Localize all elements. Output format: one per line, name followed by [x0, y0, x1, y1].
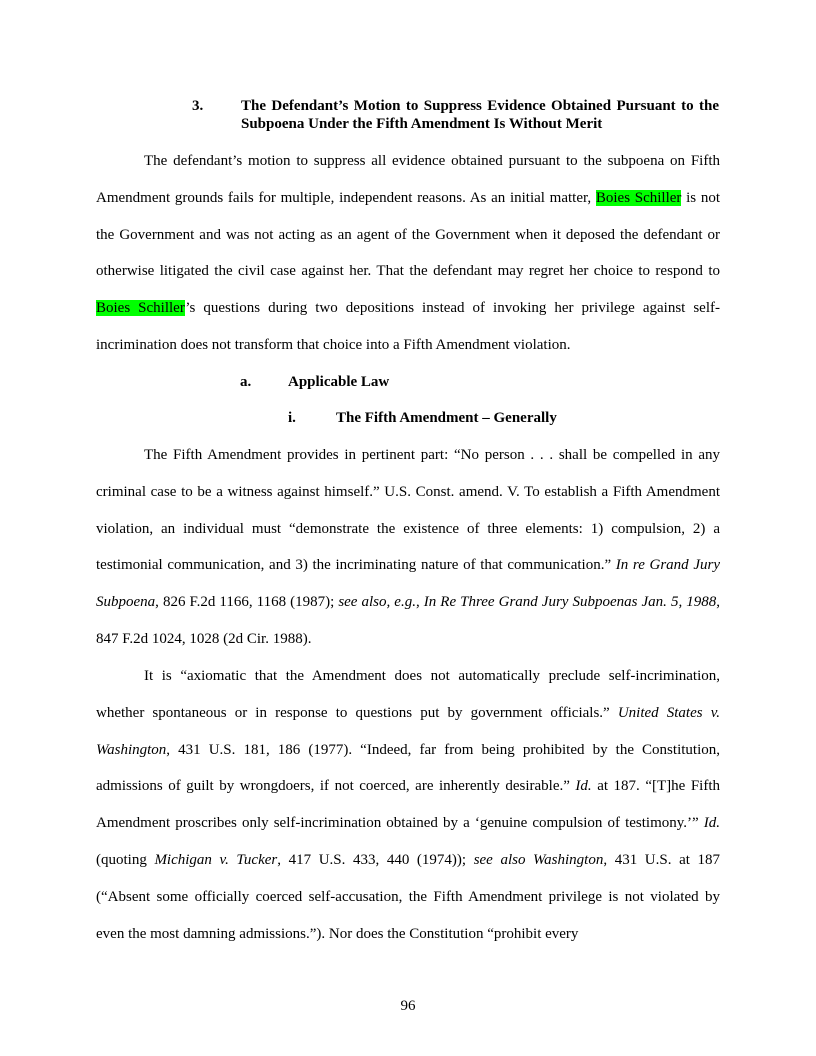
- paragraph-motion-summary: The defendant’s motion to suppress all evidence obtained pursuant to the subpoena on Fifth Amendment grounds fails for multiple, independent reasons. As an initial matter, Boies Schiller is not the Government and was not acting as an agent of the Government when it deposed the defendant or otherwise litigated the civil case against her. That the defendant may regret her choice to respond to Boies Schiller’s questions during two depositions instead of invoking her privilege against self-incrimination does not transform that choice into a Fifth Amendment violation.: [96, 153, 720, 353]
- paragraph-fifth-amendment-text: The Fifth Amendment provides in pertinent part: “No person . . . shall be compelled in any criminal case to be a witness against himself.” U.S. Const. amend. V. To establish a Fifth Amendment violation, an individual must “demonstrate the existence of three elements: 1) compulsion, 2) a testimonial communication, and 3) the incriminating nature of that communication.” In re Grand Jury Subpoena, 826 F.2d 1166, 1168 (1987); see also, e.g., In Re Three Grand Jury Subpoenas Jan. 5, 1988, 847 F.2d 1024, 1028 (2d Cir. 1988).: [96, 447, 721, 647]
- citation: United States v. Washington: [96, 704, 721, 758]
- section-title: The Defendant’s Motion to Suppress Evidence Obtained Pursuant to the Subpoena Under the Fifth Amendment Is Without Merit: [241, 98, 719, 132]
- section-heading: [192, 97, 719, 133]
- highlight-boies-schiller: Boies Schiller: [595, 189, 682, 206]
- subheading-label: i.: [288, 410, 296, 426]
- citation: In Re Three Grand Jury Subpoenas Jan. 5, 1988: [423, 594, 717, 611]
- citation: Id.: [575, 778, 592, 795]
- citation: In re Grand Jury Subpoena: [96, 557, 720, 611]
- citation: Id.: [703, 815, 720, 832]
- section-number: 3.: [192, 98, 204, 114]
- highlight-boies-schiller: Boies Schiller: [96, 300, 186, 317]
- subheading-title: Applicable Law: [288, 374, 390, 390]
- subheading-label: a.: [240, 374, 252, 390]
- citation: see also, e.g.: [338, 594, 416, 611]
- page-number: 96: [400, 998, 416, 1014]
- subheading-fifth-amendment: [288, 409, 557, 427]
- subheading-title: The Fifth Amendment – Generally: [336, 410, 557, 426]
- paragraph-self-incrimination: It is “axiomatic that the Amendment does not automatically preclude self-incrimination, whether spontaneous or in response to questions put by government officials.” United States v. Washington, 431 U.S. 181, 186 (1977). “Indeed, far from being prohibited by the Constitution, admissions of guilt by wrongdoers, if not coerced, are inherently desirable.” Id. at 187. “[T]he Fifth Amendment proscribes only self-incrimination obtained by a ‘genuine compulsion of testimony.’” Id. (quoting Michigan v. Tucker, 417 U.S. 433, 440 (1974)); see also Washington, 431 U.S. at 187 (“Absent some officially coerced self-accusation, the Fifth Amendment privilege is not violated by even the most damning admissions.”). Nor does the Constitution “prohibit every: [96, 668, 721, 942]
- citation: Michigan v. Tucker: [154, 851, 278, 868]
- subheading-applicable-law: [240, 373, 389, 391]
- citation: see also Washington: [473, 851, 604, 868]
